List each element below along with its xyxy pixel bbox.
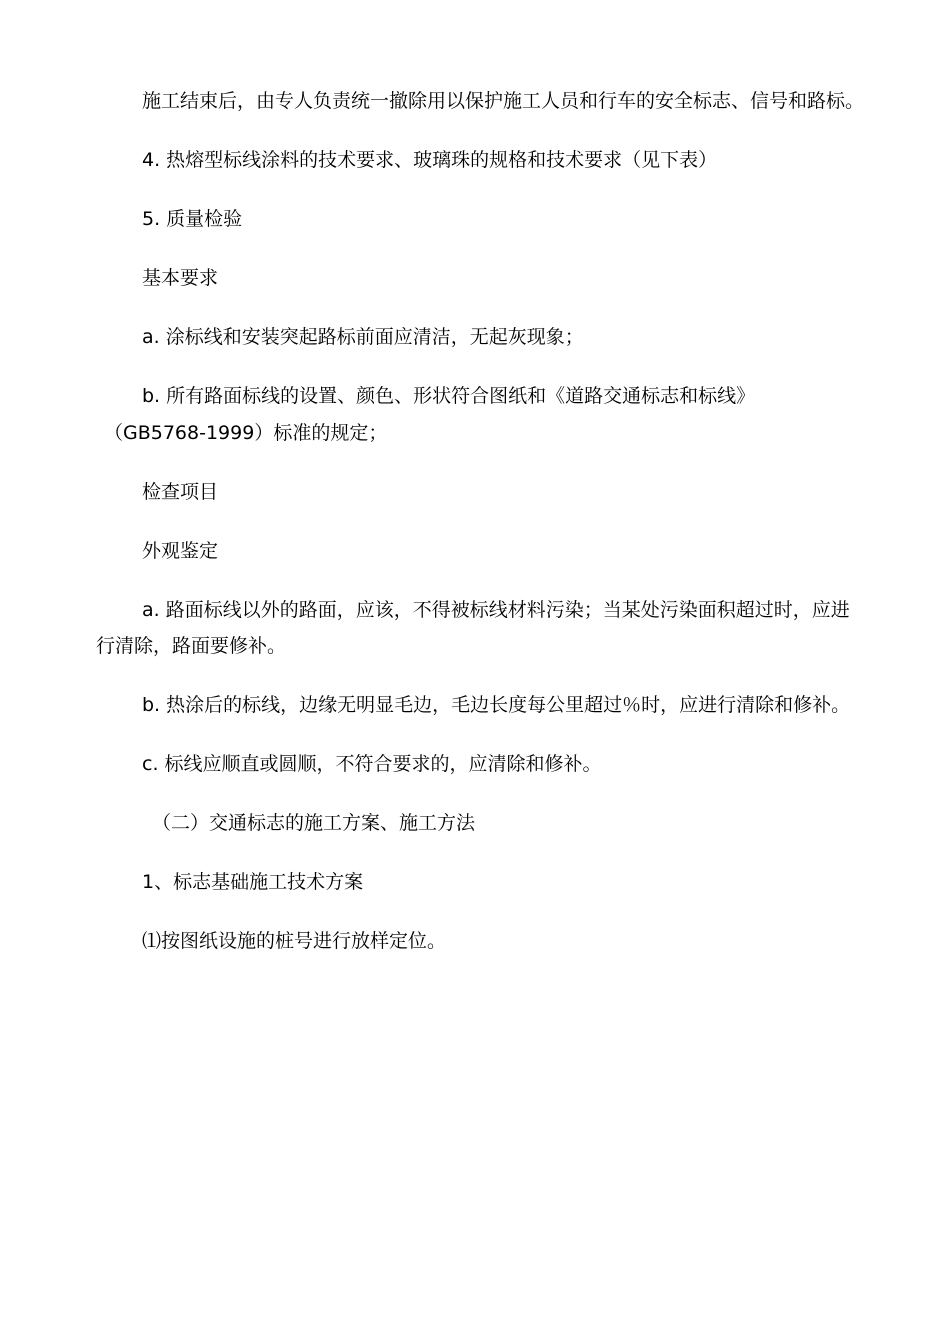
paragraph-construction-end: 施工结束后，由专人负责统一撤除用以保护施工人员和行车的安全标志、信号和路标。: [142, 90, 865, 112]
heading-appearance: 外观鉴定: [142, 540, 219, 562]
paragraph-layout-step-1: ⑴按图纸设施的桩号进行放样定位。: [142, 930, 447, 952]
heading-section-2: （二）交通标志的施工方案、施工方法: [152, 812, 476, 834]
heading-sign-foundation: 1、标志基础施工技术方案: [142, 871, 364, 893]
paragraph-appearance-a-cont: 行清除，路面要修补。: [96, 635, 287, 657]
heading-item-5: 5. 质量检验: [142, 208, 243, 230]
paragraph-requirement-b: b. 所有路面标线的设置、颜色、形状符合图纸和《道路交通标志和标线》: [142, 385, 756, 407]
paragraph-appearance-a: a. 路面标线以外的路面，应该，不得被标线材料污染；当某处污染面积超过时，应进: [142, 599, 850, 621]
paragraph-appearance-c: c. 标线应顺直或圆顺，不符合要求的，应清除和修补。: [142, 753, 602, 775]
paragraph-appearance-b: b. 热涂后的标线，边缘无明显毛边，毛边长度每公里超过％时，应进行清除和修补。: [142, 694, 851, 716]
paragraph-requirement-b-cont: （GB5768-1999）标准的规定；: [104, 422, 388, 444]
heading-item-4: 4. 热熔型标线涂料的技术要求、玻璃珠的规格和技术要求（见下表）: [142, 149, 718, 171]
heading-basic-requirements: 基本要求: [142, 267, 219, 289]
paragraph-requirement-a: a. 涂标线和安装突起路标前面应清洁，无起灰现象；: [142, 326, 584, 348]
heading-inspection-items: 检查项目: [142, 481, 219, 503]
